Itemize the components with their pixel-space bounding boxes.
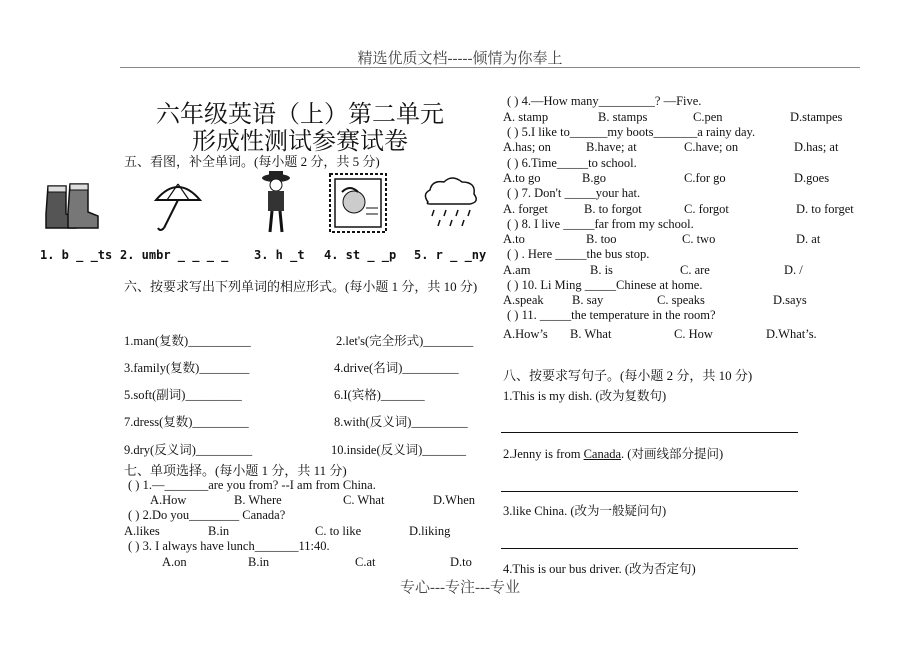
word-form-item: 10.inside(反义词)_______ [331,443,467,457]
option: B. too [586,232,617,246]
stamp-icon [328,172,388,234]
option: D.to [450,555,472,569]
word-form-item: 4.drive(名词)_________ [334,361,459,375]
option: D.has; at [794,140,839,154]
option: D.says [773,293,807,307]
question-stem: ( ) 6.Time_____to school. [507,156,637,170]
option: A.How [150,493,187,507]
option: A.am [503,263,531,277]
rewrite-sentence-3: 3.like China. (改为一般疑问句) [503,504,667,518]
option: B.in [248,555,270,569]
word-form-item: 5.soft(副词)_________ [124,388,242,402]
page-subtitle: 形成性测试参赛试卷 [192,129,408,155]
option: B. to forgot [584,202,642,216]
picture-label-boots: 1. b _ _ts [40,248,113,262]
option: C. What [343,493,385,507]
answer-line [501,491,798,492]
picture-label-rainy: 5. r _ _ny [414,248,487,262]
rain-cloud-icon [418,172,482,232]
option: A.How’s [503,327,548,341]
question-stem: ( ) 4.—How many_________? —Five. [507,94,702,108]
picture-label-umbrella: 2. umbr _ _ _ _ [120,248,229,262]
question-stem: ( ) 2.Do you________ Canada? [128,508,286,522]
word-form-item: 2.let's(完全形式)________ [336,334,474,348]
option: B. is [590,263,613,277]
option: D.stampes [790,110,843,124]
option: C.for go [684,171,726,185]
page-footer: 专心---专注---专业 [400,580,520,596]
option: A.speak [503,293,544,307]
option: D. to forget [796,202,854,216]
rewrite-sentence-1: 1.This is my dish. (改为复数句) [503,389,667,403]
answer-line [501,432,798,433]
word-form-item: 1.man(复数)__________ [124,334,251,348]
question-stem: ( ) 8. I live _____far from my school. [507,217,694,231]
option: A.to go [503,171,541,185]
section6-heading: 六、按要求写出下列单词的相应形式。(每小题 1 分，共 10 分) [124,279,478,294]
option: B.have; at [586,140,637,154]
option: D.When [433,493,475,507]
answer-line [501,548,798,549]
question-stem: ( ) 7. Don't _____your hat. [507,186,641,200]
option: D.goes [794,171,830,185]
option: A. forget [503,202,548,216]
word-form-item: 7.dress(复数)_________ [124,415,249,429]
option: B. say [572,293,604,307]
boots-icon [40,176,100,236]
picture-label-stamp: 4. st _ _p [324,248,397,262]
option: A. stamp [503,110,549,124]
option: C.have; on [684,140,739,154]
question-stem: ( ) 5.I like to______my boots_______a rainy day. [507,125,756,139]
option: C. to like [315,524,362,538]
header-divider [120,67,860,68]
option: A.on [162,555,187,569]
option: C. forgot [684,202,729,216]
umbrella-icon [150,178,206,234]
option: C. How [674,327,713,341]
question-stem: ( ) 3. I always have lunch_______11:40. [128,539,330,553]
question-stem: ( ) . Here _____the bus stop. [507,247,650,261]
option: C. are [680,263,710,277]
section7-heading: 七、单项选择。(每小题 1 分，共 11 分) [124,463,347,478]
option: A.to [503,232,525,246]
rewrite-sentence-2: 2.Jenny is from Canada. (对画线部分提问) [503,447,724,461]
option: D.liking [409,524,451,538]
rewrite-sentence-4: 4.This is our bus driver. (改为否定句) [503,562,696,576]
option: A.likes [124,524,160,538]
option: D. / [784,263,803,277]
option: C.at [355,555,376,569]
word-form-item: 3.family(复数)________ [124,361,250,375]
option: D. at [796,232,821,246]
question-stem: ( ) 10. Li Ming _____Chinese at home. [507,278,703,292]
option: B.in [208,524,230,538]
option: C. speaks [657,293,705,307]
word-form-item: 9.dry(反义词)_________ [124,443,253,457]
word-form-item: 6.I(宾格)_______ [334,388,425,402]
option: C. two [682,232,716,246]
option: B. stamps [598,110,648,124]
option: B. What [570,327,612,341]
page-title: 六年级英语（上）第二单元 [156,102,444,128]
option: D.What’s. [766,327,817,341]
word-form-item: 8.with(反义词)_________ [334,415,468,429]
picture-label-hat: 3. h _t [254,248,305,262]
question-stem: ( ) 11. _____the temperature in the room? [507,308,716,322]
page-header: 精选优质文档-----倾情为你奉上 [357,51,563,67]
option: C.pen [693,110,723,124]
option: B. Where [234,493,282,507]
section8-heading: 八、按要求写句子。(每小题 2 分，共 10 分) [503,368,753,383]
underlined-word: Canada [583,447,622,461]
option: A.has; on [503,140,551,154]
girl-hat-icon [256,168,296,238]
section5-heading: 五、看图，补全单词。(每小题 2 分，共 5 分) [124,154,380,169]
question-stem: ( ) 1.—_______are you from? --I am from China. [128,478,376,492]
option: B.go [582,171,606,185]
